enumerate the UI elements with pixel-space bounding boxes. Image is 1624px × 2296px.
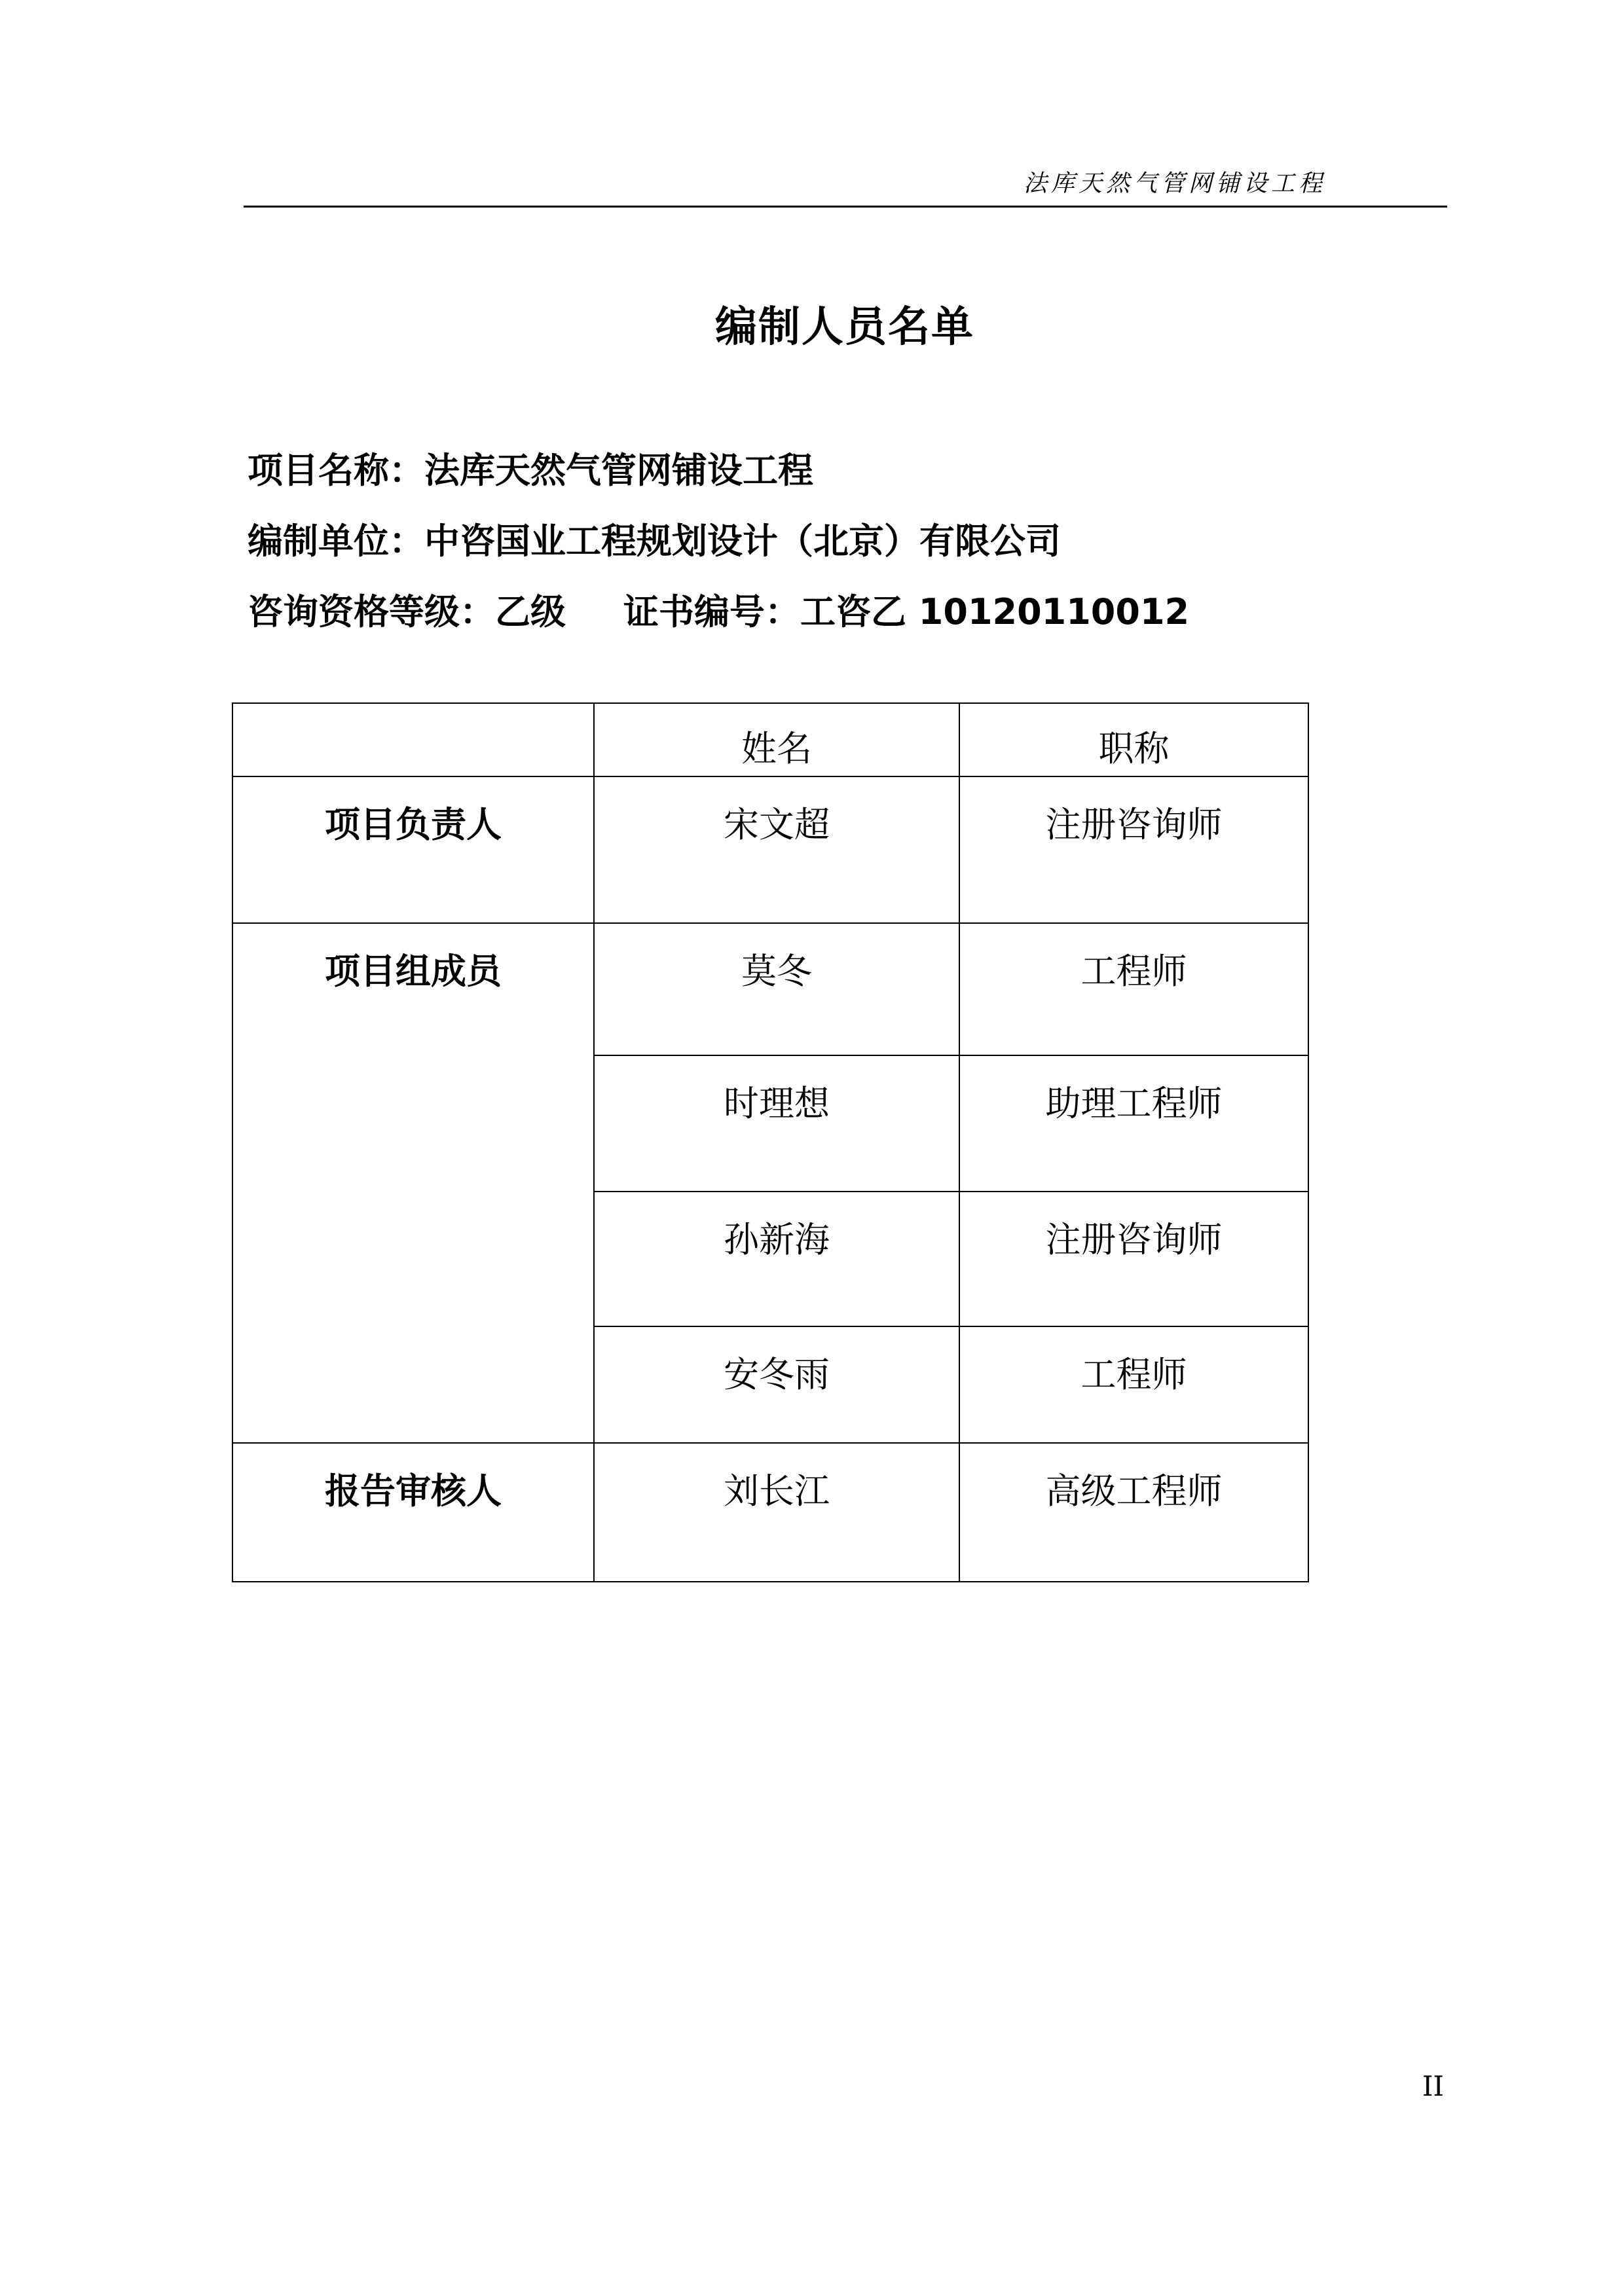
table-row [232,923,1308,1055]
role-report-reviewer: 报告审核人 [232,1443,594,1582]
project-name-label: 项目名称： [248,450,424,491]
certificate-number-value: 工咨乙 10120110012 [800,591,1190,632]
document-title: 编制人员名单 [715,303,974,352]
staff-name: 时理想 [594,1055,959,1192]
table-header-row [232,703,1308,776]
qualification-line [248,584,1189,634]
compiling-unit-label: 编制单位： [248,520,424,562]
qualification-grade-label: 咨询资格等级： [248,591,495,632]
staff-name: 安冬雨 [594,1326,959,1443]
table-header-cell [232,703,594,776]
staff-name: 刘长江 [594,1443,959,1582]
table-header-name: 姓名 [594,703,959,776]
staff-title: 助理工程师 [959,1055,1308,1192]
staff-title: 高级工程师 [959,1443,1308,1582]
qualification-grade-value: 乙级 [495,591,566,632]
staff-title: 工程师 [959,1326,1308,1443]
page-number: II [1422,2070,1444,2102]
project-name-value: 法库天然气管网铺设工程 [424,450,813,491]
table-row [232,776,1308,923]
staff-name: 孙新海 [594,1192,959,1326]
compiling-unit-value: 中咨国业工程规划设计（北京）有限公司 [424,520,1061,562]
staff-title: 注册咨询师 [959,1192,1308,1326]
staff-table [232,702,1309,1582]
role-project-leader: 项目负责人 [232,776,594,923]
staff-name: 宋文超 [594,776,959,923]
compiling-unit-line [248,513,1061,564]
header-rule [244,206,1447,208]
table-row [232,1443,1308,1582]
table-header-title: 职称 [959,703,1308,776]
staff-title: 注册咨询师 [959,776,1308,923]
project-name-line [248,443,813,493]
certificate-number-label: 证书编号： [623,591,800,632]
staff-name: 莫冬 [594,923,959,1055]
staff-title: 工程师 [959,923,1308,1055]
role-project-members: 项目组成员 [232,923,594,1443]
running-header-title: 法库天然气管网铺设工程 [1023,170,1326,197]
